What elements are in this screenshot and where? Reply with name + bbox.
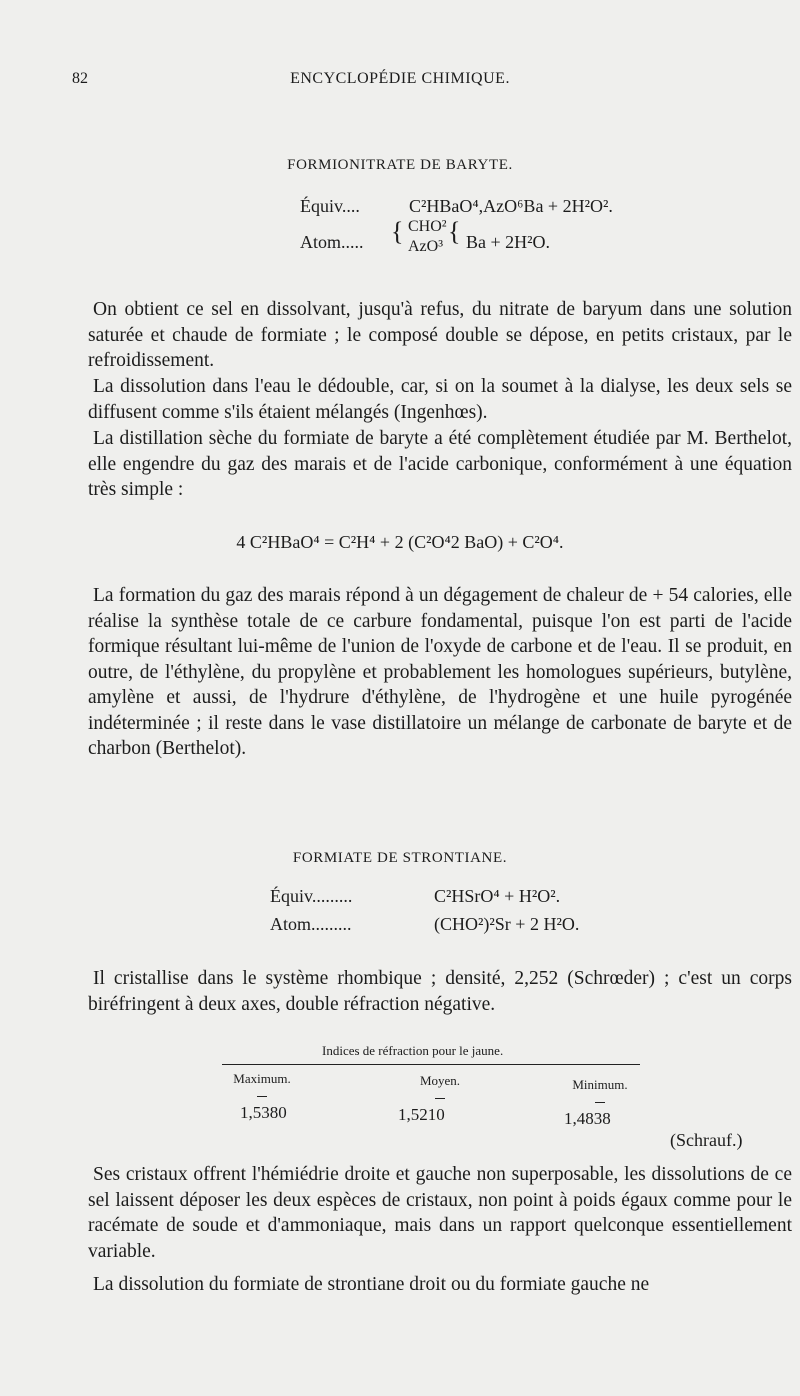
value-minimum: 1,4838: [564, 1109, 611, 1128]
paragraph: [88, 583, 792, 762]
paragraph-text: La distillation sèche du formiate de baryte a été complètement étudiée par M. Berthelot, elle engendre du gaz des marais et de l'acide carbonique, conformément à une équation très simple :: [88, 428, 792, 500]
value-maximum: 1,5380: [240, 1103, 287, 1122]
equiv-formula: C²HSrO⁴ + H²O².: [434, 886, 561, 906]
atom-rest: Ba + 2H²O.: [466, 232, 551, 252]
left-brace: {: [391, 217, 404, 246]
atom-label: Atom.........: [270, 914, 352, 934]
table-source: (Schrauf.): [670, 1130, 743, 1150]
atom-bottom: AzO³: [408, 238, 444, 255]
paragraph: [88, 297, 792, 374]
atom-formula: (CHO²)²Sr + 2 H²O.: [434, 914, 580, 934]
paragraph: [88, 426, 792, 503]
equiv-label: Équiv.........: [270, 886, 353, 906]
running-title: ENCYCLOPÉDIE CHIMIQUE.: [290, 70, 510, 87]
paragraph-text: La formation du gaz des marais répond à un dégagement de chaleur de + 54 calories, elle réalise la synthèse totale de ce carbure fondamental, puisque l'on est parti de l'acide formique résultant lui-même de l'union de l'oxyde de carbone et de l'eau. Il se produit, en outre, de l'éthylène, du propylène et probablement les homologues supérieurs, butylène, amylène et aussi, de l'hydrure d'éthylène, de l'hydrogène et une huile pyrogénée indéterminée ; il reste dans le vase distillatoire un mélange de carbonate de baryte et de charbon (Berthelot).: [88, 585, 792, 759]
column-label-minimum: Minimum.: [572, 1077, 628, 1092]
atom-top: CHO²: [408, 218, 447, 235]
equiv-formula: C²HBaO⁴,AzO⁶Ba + 2H²O².: [409, 196, 613, 216]
table-rule: [222, 1064, 640, 1065]
paragraph-text: On obtient ce sel en dissolvant, jusqu'à refus, du nitrate de baryum dans une solution saturée et chaude de formiate ; le composé double se dépose, en petits cristaux, par le refroidissement.: [88, 299, 792, 371]
section-heading-formionitrate: FORMIONITRATE DE BARYTE.: [287, 157, 513, 173]
page-number: 82: [72, 70, 88, 87]
paragraph-text: Ses cristaux offrent l'hémiédrie droite et gauche non superposable, les dissolutions de ce sel laissent déposer les deux espèces de cristaux, non point à poids égaux comme pour le racémate de soude et d'ammoniaque, mais dans un rapport quelconque essentiellement variable.: [88, 1164, 792, 1262]
column-label-maximum: Maximum.: [233, 1071, 291, 1086]
atom-stack: [408, 217, 447, 257]
paragraph-text: La dissolution dans l'eau le dédouble, car, si on la soumet à la dialyse, les deux sels se diffusent comme s'ils étaient mélangés (Ingenhœs).: [88, 376, 792, 423]
section-heading-strontiane: FORMIATE DE STRONTIANE.: [292, 850, 508, 866]
column-dash: [257, 1096, 267, 1097]
column-label-moyen: Moyen.: [419, 1073, 461, 1088]
paragraph: [88, 374, 792, 425]
paragraph-text: Il cristallise dans le système rhombique ; densité, 2,252 (Schrœder) ; c'est un corps biréfringent à deux axes, double réfraction négative.: [88, 968, 792, 1015]
atom-label: Atom.....: [300, 232, 364, 252]
paragraph-text: La dissolution du formiate de strontiane droit ou du formiate gauche ne: [93, 1274, 650, 1295]
right-brace: {: [448, 217, 461, 246]
paragraph: [88, 966, 792, 1017]
equation: 4 C²HBaO⁴ = C²H⁴ + 2 (C²O⁴2 BaO) + C²O⁴.: [236, 532, 564, 552]
table-caption: Indices de réfraction pour le jaune.: [322, 1043, 504, 1058]
value-moyen: 1,5210: [398, 1105, 445, 1124]
column-dash: [435, 1098, 445, 1099]
column-dash: [595, 1102, 605, 1103]
paragraph: [88, 1272, 792, 1298]
equiv-label: Équiv....: [300, 196, 360, 216]
paragraph: [88, 1162, 792, 1264]
